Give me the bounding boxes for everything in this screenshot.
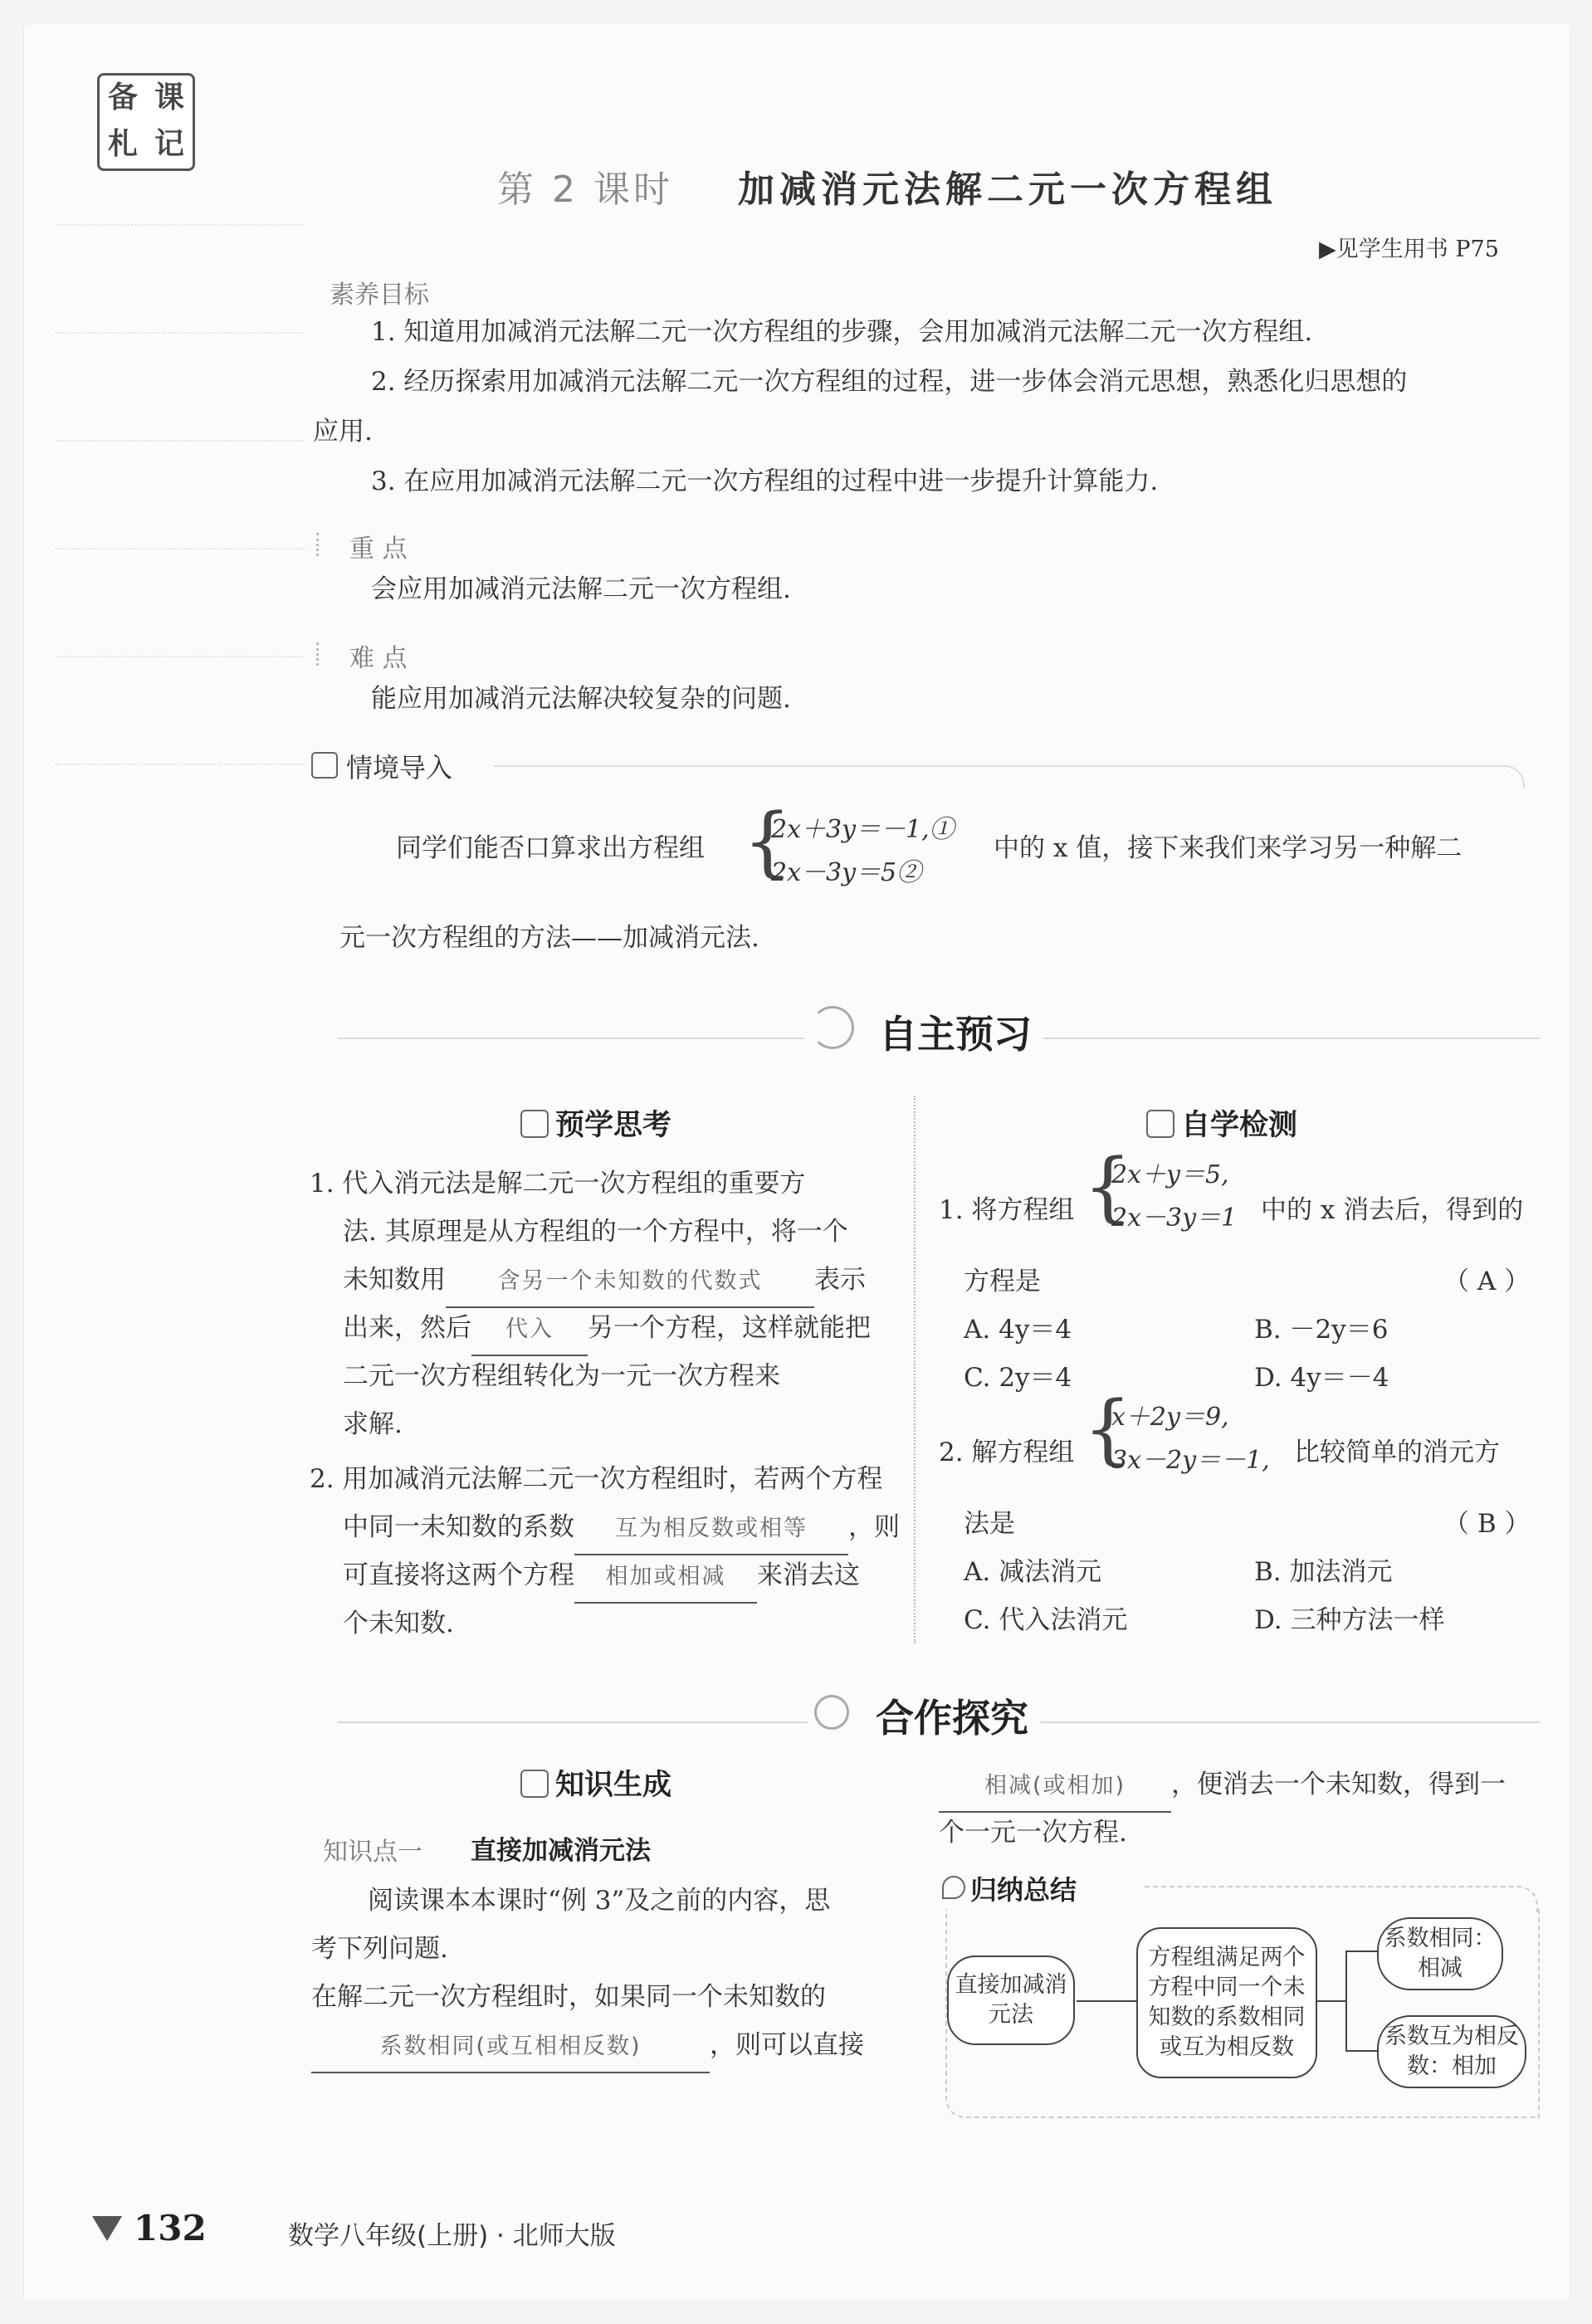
explore-l1: 阅读课本本课时“例 3”及之前的内容，思 — [368, 1886, 831, 1916]
c2-option-a[interactable]: A. 减法消元 — [964, 1557, 1102, 1587]
think-icon — [520, 1110, 549, 1138]
explore-l3: 在解二元一次方程组时，如果同一个未知数的 — [311, 1982, 826, 2012]
preview-right-head: 自学检测 — [1181, 1109, 1298, 1142]
intro-frame — [494, 765, 1525, 788]
q1-line2: 法. 其原理是从方程组的一个方程中，将一个 — [343, 1217, 848, 1247]
key-text: 会应用加减消元法解二元一次方程组. — [371, 574, 791, 604]
c2-answer: （ B ） — [1443, 1509, 1531, 1539]
c2-option-c[interactable]: C. 代入法消元 — [964, 1605, 1128, 1635]
note-line — [56, 548, 305, 549]
preview-left-head: 预学思考 — [555, 1109, 672, 1142]
connector — [1345, 1950, 1379, 1952]
c1-brace: { — [1083, 1142, 1132, 1231]
lesson-number: 第 2 课时 — [497, 168, 673, 211]
q2-l2-post: ，则 — [848, 1512, 900, 1542]
q2-line2 — [343, 1502, 900, 1555]
explore-answer-1[interactable]: 系数相同(或互相相反数) — [311, 2022, 710, 2073]
c2-eq1: x＋2y＝9, — [1111, 1403, 1229, 1432]
c1-pre: 1. 将方程组 — [939, 1195, 1075, 1225]
intro-brace: { — [743, 797, 792, 886]
mindmap-opposite-coef: 系数互为相反数：相加 — [1377, 2015, 1526, 2088]
student-book-ref: ▶见学生用书 P75 — [1319, 237, 1499, 262]
kp-title: 直接加减消元法 — [471, 1836, 651, 1866]
c2-pre: 2. 解方程组 — [939, 1438, 1075, 1467]
c1-option-b[interactable]: B. －2y＝6 — [1254, 1315, 1389, 1345]
connector — [1077, 2000, 1136, 2002]
preview-banner-icon — [811, 1006, 854, 1049]
connector — [1345, 1950, 1347, 2050]
difficulty-heading: 难 点 — [349, 644, 408, 673]
knowledge-icon — [520, 1770, 549, 1798]
c2-option-b[interactable]: B. 加法消元 — [1254, 1557, 1393, 1587]
footer-triangle-icon — [92, 2216, 122, 2241]
goals-heading: 素养目标 — [330, 281, 429, 310]
connector — [1316, 2000, 1345, 2002]
c1-eq2: 2x－3y＝1 — [1111, 1204, 1238, 1233]
kp-label: 知识点一 — [323, 1838, 422, 1867]
preview-banner: 自主预习 — [867, 1004, 1043, 1059]
c1-line2: 方程是 — [964, 1267, 1041, 1296]
note-line — [56, 440, 305, 442]
explore-left-head: 知识生成 — [555, 1769, 672, 1802]
c2-brace: { — [1083, 1384, 1132, 1473]
intro-icon — [311, 752, 338, 779]
note-line — [56, 332, 305, 334]
c1-answer: （ A ） — [1443, 1267, 1531, 1296]
goal-3: 3. 在应用加减消元法解二元一次方程组的过程中进一步提升计算能力. — [371, 466, 1159, 496]
q1-answer-1[interactable]: 含另一个未知数的代数式 — [446, 1257, 814, 1308]
explore-right-l1 — [939, 1760, 1506, 1813]
page-number: 132 — [134, 2208, 207, 2248]
q1-line6: 求解. — [343, 1409, 403, 1439]
explore-banner-icon — [814, 1695, 849, 1730]
q2-line3 — [343, 1550, 860, 1604]
mindmap-root: 直接加减消元法 — [947, 1955, 1075, 2045]
goal-1: 1. 知道用加减消元法解二元一次方程组的步骤，会用加减消元法解二元一次方程组. — [371, 317, 1313, 347]
connector — [1345, 2050, 1379, 2052]
goal-2: 2. 经历探索用加减消元法解二元一次方程组的过程，进一步体会消元思想，熟悉化归思想的 — [371, 367, 1408, 397]
summary-icon — [942, 1876, 965, 1899]
explore-banner: 合作探究 — [864, 1688, 1040, 1743]
c2-line2: 法是 — [964, 1509, 1015, 1539]
c2-option-d[interactable]: D. 三种方法一样 — [1254, 1605, 1445, 1635]
q2-line4: 个未知数. — [343, 1609, 454, 1638]
c1-post: 中的 x 消去后，得到的 — [1261, 1195, 1524, 1225]
c1-option-a[interactable]: A. 4y＝4 — [964, 1315, 1072, 1345]
c2-post: 比较简单的消元方 — [1294, 1438, 1500, 1467]
stamp-char: 备 — [107, 81, 138, 115]
explore-answer-2[interactable]: 相减(或相加) — [939, 1761, 1171, 1813]
intro-heading: 情境导入 — [346, 752, 453, 784]
explore-l4-post: ，则可以直接 — [710, 2030, 864, 2060]
q1-line1: 1. 代入消元法是解二元一次方程组的重要方 — [310, 1169, 806, 1199]
q2-l2-pre: 中同一未知数的系数 — [343, 1512, 574, 1542]
c2-eq2: 3x－2y＝－1, — [1111, 1446, 1270, 1475]
intro-eq2: 2x－3y＝5② — [771, 858, 922, 887]
stamp-char: 课 — [154, 81, 184, 115]
stamp-char: 记 — [154, 127, 184, 161]
key-marker — [316, 533, 322, 556]
q1-l4-pre: 出来，然后 — [343, 1313, 471, 1343]
goal-2-cont: 应用. — [313, 417, 373, 447]
difficulty-text: 能应用加减消元法解决较复杂的问题. — [371, 684, 791, 714]
page — [23, 25, 1570, 2299]
book-title: 数学八年级(上册) · 北师大版 — [288, 2221, 616, 2251]
q1-l4-post: 另一个方程，这样就能把 — [588, 1313, 871, 1343]
note-line — [56, 764, 305, 765]
q1-line4 — [343, 1303, 871, 1356]
difficulty-marker — [316, 642, 322, 666]
intro-eq1: 2x＋3y＝－1,① — [771, 815, 955, 844]
explore-right-l2: 个一元一次方程. — [939, 1818, 1127, 1848]
q1-answer-2[interactable]: 代入 — [471, 1305, 588, 1356]
q1-l3-pre: 未知数用 — [343, 1265, 446, 1295]
c1-option-c[interactable]: C. 2y＝4 — [964, 1363, 1072, 1393]
explore-right-l1-post: ，便消去一个未知数，得到一 — [1171, 1770, 1506, 1799]
note-line — [56, 224, 305, 226]
check-icon — [1146, 1110, 1174, 1138]
q1-line5: 二元一次方程组转化为一元一次方程来 — [343, 1361, 780, 1391]
lesson-title — [497, 159, 1277, 212]
note-line — [56, 656, 305, 657]
c1-option-d[interactable]: D. 4y＝－4 — [1254, 1363, 1389, 1393]
stamp-char: 札 — [107, 127, 138, 161]
intro-line1-pre: 同学们能否口算求出方程组 — [396, 833, 705, 863]
summary-heading: 归纳总结 — [970, 1874, 1077, 1906]
q2-answer-2[interactable]: 相加或相减 — [574, 1552, 757, 1604]
q2-l3-post: 来消去这 — [757, 1560, 860, 1590]
q2-line1: 2. 用加减消元法解二元一次方程组时，若两个方程 — [310, 1464, 883, 1494]
q2-l3-pre: 可直接将这两个方程 — [343, 1560, 574, 1590]
lesson-main-title: 加减消元法解二元一次方程组 — [737, 168, 1277, 211]
intro-line1-post: 中的 x 值，接下来我们来学习另一种解二 — [994, 833, 1463, 863]
key-heading: 重 点 — [349, 535, 408, 564]
q2-answer-1[interactable]: 互为相反数或相等 — [574, 1504, 848, 1555]
explore-l4 — [311, 2020, 864, 2073]
mindmap-condition: 方程组满足两个方程中同一个未知数的系数相同或互为相反数 — [1136, 1927, 1317, 2078]
intro-line2: 元一次方程组的方法——加减消元法. — [339, 923, 759, 953]
q1-line3 — [343, 1255, 866, 1308]
mindmap-same-coef: 系数相同：相减 — [1377, 1917, 1503, 1990]
column-divider — [914, 1096, 916, 1643]
explore-l2: 考下列问题. — [311, 1934, 448, 1964]
notes-stamp — [97, 73, 195, 171]
q1-l3-post: 表示 — [814, 1265, 866, 1295]
c1-eq1: 2x＋y＝5, — [1111, 1160, 1229, 1189]
